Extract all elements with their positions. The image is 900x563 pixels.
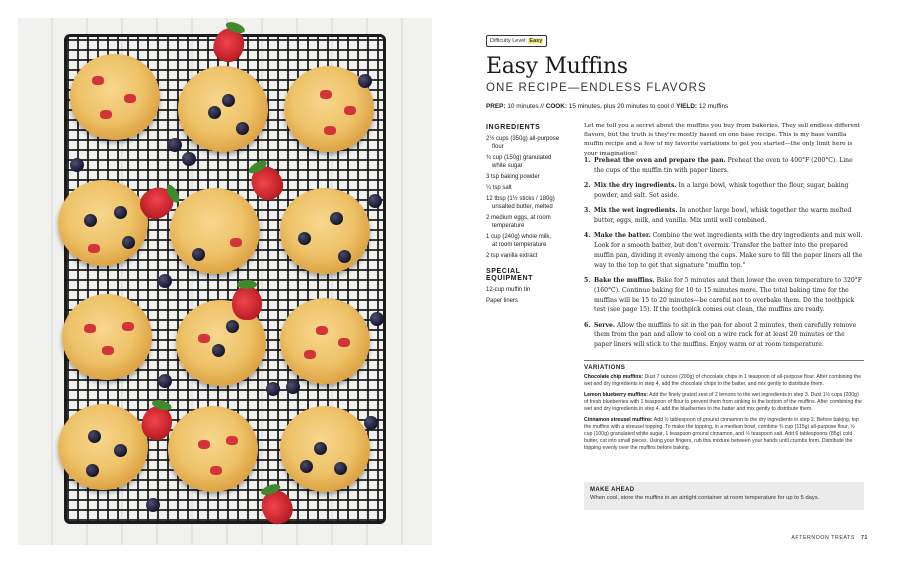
muffin-photo: [18, 18, 432, 545]
strawberry: [232, 286, 262, 320]
cook-label: COOK:: [545, 103, 568, 110]
ingredient-item: 12 tbsp (1½ sticks / 180g) unsalted butter, melted: [486, 196, 555, 210]
prep-label: PREP:: [486, 103, 506, 110]
equipment-item: Paper liners: [486, 298, 519, 304]
page-number: 71: [861, 535, 868, 541]
muffin: [178, 66, 268, 152]
ingredient-item: ¾ cup (150g) granulated white sugar: [486, 155, 552, 169]
make-ahead-box: [584, 482, 864, 510]
ingredients-list: [486, 124, 568, 308]
step-item: 1. Preheat the oven and prepare the pan. Preheat the oven to 400°F (200°C). Line the cups of the muffin tin with paper liners.: [584, 157, 853, 174]
variation-item: Cinnamon streusel muffins: Add ½ tablespoon of ground cinnamon to the dry ingredients in step 2. Before baking, top the muffins with a streusel topping. To make the topping, in a medium bowl, combine ¾ cup (115g) all-purpose flour, ½ cup (100g) granulated white sugar, 1 teaspoon ground cinnamon, and ½ teaspoon salt. Add 6 tablespoons (85g) cold butter, cut into small pieces. Using your fingers, rub this mixture between your hands until crumbs form. Distribute the topping evenly over the muffins before baking.: [584, 417, 859, 451]
blueberry: [364, 416, 378, 430]
blueberry: [368, 194, 382, 208]
divider: [584, 360, 864, 361]
recipe-page: [486, 30, 868, 550]
muffin: [58, 404, 148, 490]
variations-section: [584, 364, 864, 456]
blueberry: [158, 374, 172, 388]
ingredient-item: 3 tsp baking powder: [486, 174, 540, 180]
equipment-heading: SPECIAL EQUIPMENT: [486, 268, 534, 282]
blueberry: [168, 138, 182, 152]
step-item: 3. Mix the wet ingredients. In another large bowl, whisk together the warm melted butter, eggs, milk, and vanilla. Mix until well combined.: [584, 207, 852, 224]
difficulty-value: Easy: [529, 38, 543, 44]
footer-section: AFTERNOON TREATS: [791, 535, 855, 541]
muffin: [62, 294, 152, 380]
prep-value: 10 minutes: [507, 103, 539, 110]
blueberry: [266, 382, 280, 396]
meta-separator: //: [540, 103, 544, 110]
ingredient-item: 2 medium eggs, at room temperature: [486, 215, 551, 229]
blueberry: [146, 498, 160, 512]
muffin: [168, 406, 258, 492]
blueberry: [70, 158, 84, 172]
muffin: [280, 298, 370, 384]
difficulty-badge: [486, 35, 547, 47]
ingredients-heading: INGREDIENTS: [486, 124, 541, 131]
recipe-title: Easy Muffins: [486, 54, 628, 79]
blueberry: [370, 312, 384, 326]
muffin: [280, 188, 370, 274]
ingredient-item: 2½ cups (350g) all-purpose flour: [486, 136, 560, 150]
ingredient-item: ¼ tsp salt: [486, 185, 512, 191]
variations-heading: VARIATIONS: [584, 364, 626, 371]
make-ahead-heading: MAKE AHEAD: [590, 487, 635, 493]
blueberry: [358, 74, 372, 88]
yield-label: YIELD:: [676, 103, 698, 110]
blueberry: [286, 380, 300, 394]
step-item: 5. Bake the muffins. Bake for 5 minutes and then lower the oven temperature to 320°F (160°C). Continue baking for 10 to 15 minutes more. The total baking time for the muffins will be 15 to 20 minutes—be careful not to overbake them. Do the toothpick test (see page 15). If the toothpick comes out clean, the muffins are ready.: [584, 276, 863, 314]
cook-value: 15 minutes, plus 20 minutes to cool: [568, 103, 669, 110]
step-item: 6. Serve. Allow the muffins to sit in the pan for about 2 minutes, then carefully remove them from the pan and allow to cool on a wire rack for at least 20 minutes or the paper liners will stick to the muffins. Enjoy warm or at room temperature.: [584, 321, 857, 349]
recipe-meta: [486, 103, 728, 110]
equipment-item: 12-cup muffin tin: [486, 287, 531, 293]
muffin: [70, 54, 160, 140]
difficulty-label: Difficulty Level:: [490, 38, 527, 44]
variation-item: Lemon blueberry muffins: Add the finely grated zest of 2 lemons to the wet ingredients in step 3. Dust 1½ cups (200g) of fresh blueberries with 1 teaspoon of flour to prevent them from sinking to the bottom of the muffins. After combining the wet and dry ingredients in step 4, add the blueberries to the batter and mix gently to distribute them.: [584, 392, 862, 412]
blueberry: [182, 152, 196, 166]
yield-value: 12 muffins: [698, 103, 729, 110]
step-item: 2. Mix the dry ingredients. In a large bowl, whisk together the flour, sugar, baking powder, and salt. Set aside.: [584, 182, 849, 199]
muffin: [280, 406, 370, 492]
ingredient-item: 2 tsp vanilla extract: [486, 253, 538, 259]
variation-item: Chocolate chip muffins: Dust 7 ounces (200g) of chocolate chips in 1 teaspoon of all-purpose flour. After combining the wet and dry ingredients in step 4, add the chocolate chips to the batter, and mix gently to distribute them.: [584, 374, 862, 387]
page-footer: [791, 535, 868, 541]
step-item: 4. Make the batter. Combine the wet ingredients with the dry ingredients and mix well. Look for a smooth batter, but don't overmix. Transfer the batter into the prepared muffin pan, dividing it evenly among the cups. Make sure to fill the paper liners all the way to the top to get that signature "muffin top.": [584, 232, 863, 269]
blueberry: [158, 274, 172, 288]
meta-separator: //: [670, 103, 675, 110]
muffin: [170, 188, 260, 274]
muffin: [58, 180, 148, 266]
ingredient-item: 1 cup (240g) whole milk, at room temperature: [486, 234, 552, 248]
recipe-subtitle: ONE RECIPE—ENDLESS FLAVORS: [486, 82, 707, 94]
recipe-intro: Let me tell you a secret about the muffins you buy from bakeries. They sell endless different flavors, but the truth is they're mostly based on one base recipe. This is my base vanilla muffin recipe and a few of my favorite variations to get you started—the only limit here is your imagination!: [584, 123, 861, 157]
make-ahead-text: When cool, store the muffins in an airtight container at room temperature for up to 5 days.: [590, 495, 820, 501]
steps-list: [584, 156, 864, 356]
